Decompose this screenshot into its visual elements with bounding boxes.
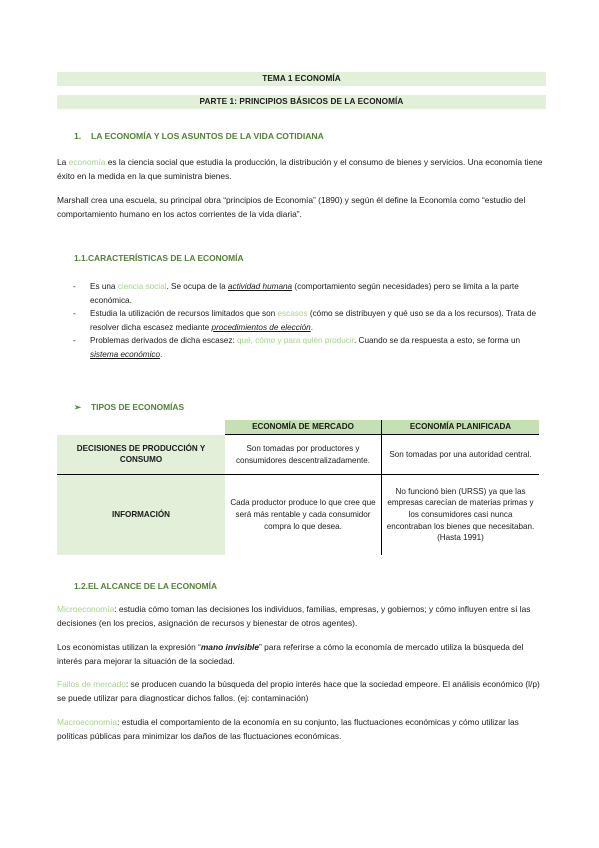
dash-bullet: - bbox=[73, 309, 76, 318]
paragraph-macro bbox=[57, 716, 547, 743]
text: Problemas derivados de dicha escasez: bbox=[90, 336, 237, 345]
row-decisiones-header: DECISIONES DE PRODUCCIÓN Y CONSUMO bbox=[57, 435, 225, 475]
text: (comportamiento según necesidades) pero se limita a la parte económica. bbox=[90, 282, 519, 305]
text: es la ciencia social que estudia la producción, la distribución y el consumo de bienes y servicios. Una economía tiene éxito en la medida en la que suministra bienes. bbox=[57, 157, 543, 181]
table-row bbox=[57, 435, 539, 475]
term-underlined: procedimientos de elección bbox=[211, 322, 311, 332]
arrow-bullet-icon: ➢ bbox=[74, 402, 82, 412]
text: . bbox=[310, 322, 314, 332]
table-corner bbox=[57, 420, 225, 435]
section-1-2-title: 1.2.EL ALCANCE DE LA ECONOMÍA bbox=[74, 581, 218, 591]
tema-title: TEMA 1 ECONOMÍA bbox=[262, 74, 341, 83]
term-mano-invisible: mano invisible bbox=[200, 642, 260, 652]
term-fallos-de-mercado: Fallos de mercado bbox=[57, 679, 126, 689]
term-microeconomia: Microeconomía bbox=[57, 604, 115, 614]
col-mercado-header: ECONOMÍA DE MERCADO bbox=[225, 420, 382, 435]
cell-planificada-informacion: No funcionó bien (URSS) ya que las empresas carecían de materias primas y los consumidores casi nunca encontraban los bienes que necesitaban. (Hasta 1991) bbox=[382, 475, 540, 555]
term: escasos bbox=[277, 309, 308, 318]
text: . bbox=[160, 349, 163, 359]
paragraph-mano-invisible bbox=[57, 641, 547, 668]
term: ciencia social bbox=[117, 282, 167, 291]
paragraph-economia bbox=[57, 156, 547, 183]
row-informacion-header: INFORMACIÓN bbox=[57, 475, 225, 555]
text: La bbox=[57, 157, 69, 167]
tipos-table bbox=[57, 420, 539, 555]
tipos-heading bbox=[74, 402, 184, 412]
text: Estudia la utilización de recursos limitados que son bbox=[90, 309, 278, 318]
section-1-number: 1. bbox=[74, 131, 82, 141]
term-underlined: actividad humana bbox=[227, 282, 293, 291]
text: Los economistas utilizan la expresión “ bbox=[57, 642, 201, 652]
text: Marshall crea una escuela, su principal obra “principios de Economía” (1890) y según él define la Economía como “estudio del comportamiento humano en los actos corrientes de la vida diaria”. bbox=[57, 195, 526, 219]
text: . Cuando se da respuesta a esto, se forma un bbox=[353, 336, 521, 345]
text: (cómo se distribuyen y qué uso se da a los recursos). Trata de resolver dicha escasez mediante bbox=[90, 309, 537, 332]
caracteristicas-list bbox=[73, 280, 546, 361]
section-1-title: LA ECONOMÍA Y LOS ASUNTOS DE LA VIDA COTIDIANA bbox=[91, 131, 324, 141]
dash-bullet: - bbox=[73, 282, 76, 291]
cell-mercado-decisiones: Son tomadas por productores y consumidores descentralizadamente. bbox=[235, 443, 371, 465]
col-planificada-header: ECONOMÍA PLANIFICADA bbox=[382, 420, 540, 435]
paragraph-fallos bbox=[57, 678, 547, 705]
section-1-heading bbox=[74, 131, 324, 141]
tipos-title: TIPOS DE ECONOMÍAS bbox=[91, 402, 185, 412]
section-1-1-title: 1.1.CARACTERÍSTICAS DE LA ECONOMÍA bbox=[74, 253, 244, 263]
section-1-1-heading bbox=[74, 253, 244, 263]
term-economia: economía bbox=[68, 157, 106, 167]
paragraph-marshall bbox=[57, 194, 547, 221]
cell-mercado-informacion: Cada productor produce lo que cree que será más rentable y cada consumidor compra lo que desea. bbox=[225, 475, 382, 555]
text: ” para referirse a cómo la economía de mercado utiliza la búsqueda del interés para mejorar la situación de la sociedad. bbox=[57, 642, 524, 666]
section-1-2-heading bbox=[74, 581, 217, 591]
text: Es una bbox=[90, 282, 118, 291]
dash-bullet: - bbox=[73, 336, 76, 345]
term-macroeconomia: Macroeconomía bbox=[57, 717, 118, 727]
text: : se producen cuando la búsqueda del propio interés hace que la sociedad empeore. El análisis económico (l/p) se puede utilizar para diagnosticar dichos fallos. (ej: contaminación) bbox=[57, 679, 540, 703]
parte-title: PARTE 1: PRINCIPIOS BÁSICOS DE LA ECONOMÍA bbox=[199, 97, 404, 106]
table-row bbox=[57, 475, 539, 555]
text: . Se ocupa de la bbox=[166, 282, 228, 291]
term: qué, cómo y para quién producir bbox=[237, 336, 354, 345]
paragraph-micro bbox=[57, 603, 547, 630]
list-item bbox=[73, 280, 546, 307]
list-item bbox=[73, 334, 546, 361]
tema-banner bbox=[57, 72, 546, 86]
list-item bbox=[73, 307, 546, 334]
table-header-row bbox=[57, 420, 539, 435]
term-underlined: sistema económico bbox=[90, 349, 161, 359]
text: : estudia cómo toman las decisiones los individuos, familias, empresas, y gobiernos; y cómo influyen entre sí las decisiones (en los precios, asignación de recursos y bienestar de otros agentes). bbox=[57, 604, 531, 628]
cell-planificada-decisiones: Son tomadas por una autoridad central. bbox=[382, 435, 540, 475]
text: : estudia el comportamiento de la economía en su conjunto, las fluctuaciones económicas y cómo utilizar las políticas públicas para minimizar los daños de las fluctuaciones económicas. bbox=[57, 717, 519, 741]
parte-banner bbox=[57, 95, 546, 109]
